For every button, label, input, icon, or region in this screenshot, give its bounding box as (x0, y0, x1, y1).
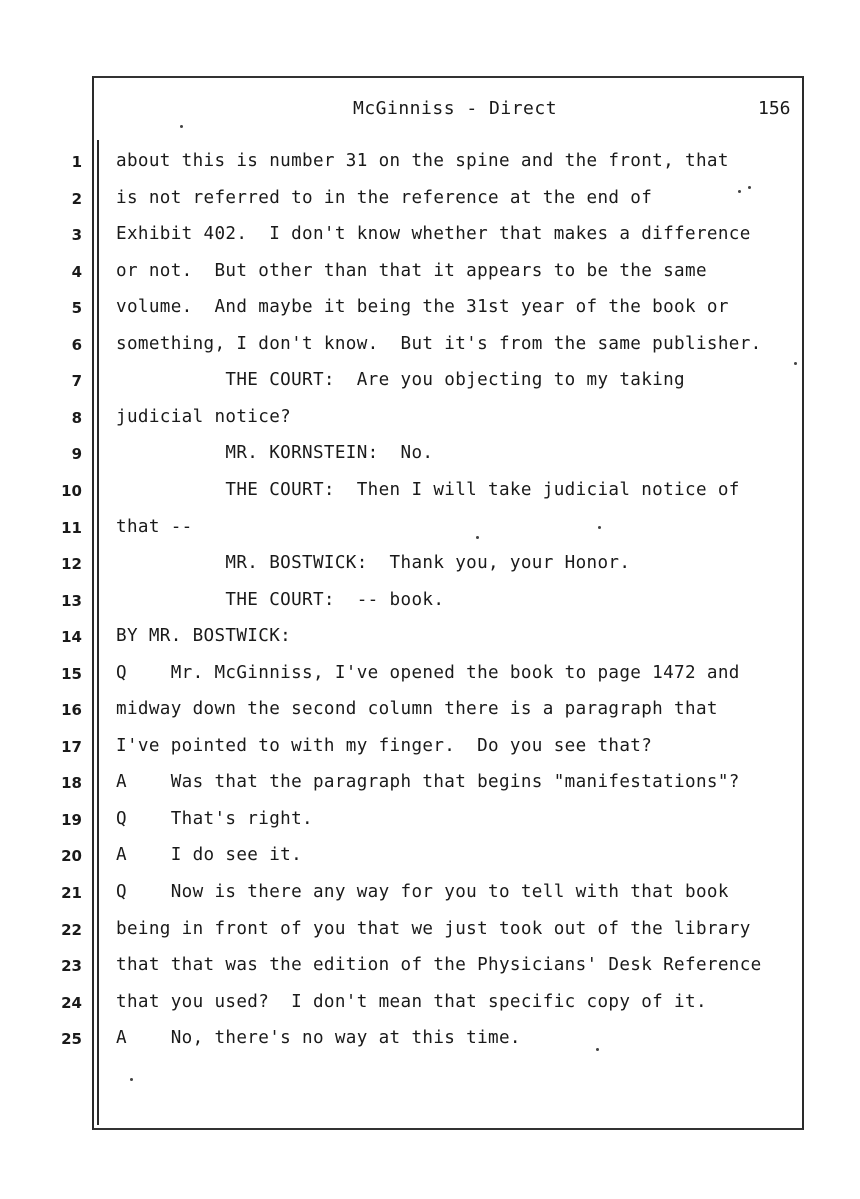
transcript-line: judicial notice? (116, 407, 292, 427)
transcript-line: Q Now is there any way for you to tell with that book (116, 882, 729, 902)
transcript-line: that that was the edition of the Physicians' Desk Reference (116, 955, 762, 975)
line-number: 24 (61, 994, 82, 1012)
line-number: 16 (61, 701, 82, 719)
page-title: McGinniss - Direct (353, 98, 558, 119)
line-number: 19 (61, 811, 82, 829)
line-number: 17 (61, 738, 82, 756)
transcript-line: THE COURT: Then I will take judicial notice of (116, 480, 740, 500)
line-number: 25 (61, 1030, 82, 1048)
transcript-line: THE COURT: -- book. (116, 590, 445, 610)
scan-speck (738, 190, 741, 193)
transcript-line: is not referred to in the reference at the end of (116, 188, 653, 208)
line-number: 4 (71, 263, 82, 281)
transcript-line: midway down the second column there is a paragraph that (116, 699, 718, 719)
transcript-line: that you used? I don't mean that specific copy of it. (116, 992, 707, 1012)
scan-speck (130, 1078, 133, 1081)
transcript-line: BY MR. BOSTWICK: (116, 626, 292, 646)
line-number: 7 (71, 372, 82, 390)
transcript-line: volume. And maybe it being the 31st year of the book or (116, 297, 729, 317)
scan-speck (748, 186, 751, 189)
page-number: 156 (758, 98, 791, 119)
transcript-line: Q That's right. (116, 809, 313, 829)
line-number: 21 (61, 884, 82, 902)
transcript-line: I've pointed to with my finger. Do you see that? (116, 736, 653, 756)
line-number: 18 (61, 774, 82, 792)
line-number: 22 (61, 921, 82, 939)
scan-speck (180, 125, 183, 128)
scan-speck (794, 362, 797, 365)
transcript-line: THE COURT: Are you objecting to my taking (116, 370, 686, 390)
line-number: 23 (61, 957, 82, 975)
line-number: 12 (61, 555, 82, 573)
scan-speck (476, 536, 479, 539)
margin-rule (97, 140, 99, 1125)
line-number: 6 (71, 336, 82, 354)
scan-speck (598, 526, 601, 529)
line-number: 9 (71, 445, 82, 463)
transcript-line: Q Mr. McGinniss, I've opened the book to page 1472 and (116, 663, 740, 683)
transcript-line: MR. BOSTWICK: Thank you, your Honor. (116, 553, 631, 573)
transcript-line: or not. But other than that it appears to be the same (116, 261, 707, 281)
transcript-line: that -- (116, 517, 193, 537)
transcript-line: MR. KORNSTEIN: No. (116, 443, 434, 463)
line-number: 10 (61, 482, 82, 500)
transcript-line: something, I don't know. But it's from the same publisher. (116, 334, 762, 354)
line-number: 11 (61, 519, 82, 537)
line-number: 5 (71, 299, 82, 317)
line-number: 15 (61, 665, 82, 683)
transcript-line: A Was that the paragraph that begins "manifestations"? (116, 772, 740, 792)
line-number: 2 (71, 190, 82, 208)
line-number: 8 (71, 409, 82, 427)
transcript-line: A No, there's no way at this time. (116, 1028, 521, 1048)
line-number: 13 (61, 592, 82, 610)
line-number: 14 (61, 628, 82, 646)
scan-speck (596, 1048, 599, 1051)
line-number: 3 (71, 226, 82, 244)
transcript-line: Exhibit 402. I don't know whether that makes a difference (116, 224, 751, 244)
transcript-line: about this is number 31 on the spine and the front, that (116, 151, 729, 171)
line-number: 1 (71, 153, 82, 171)
transcript-line: A I do see it. (116, 845, 303, 865)
line-number: 20 (61, 847, 82, 865)
transcript-line: being in front of you that we just took out of the library (116, 919, 751, 939)
